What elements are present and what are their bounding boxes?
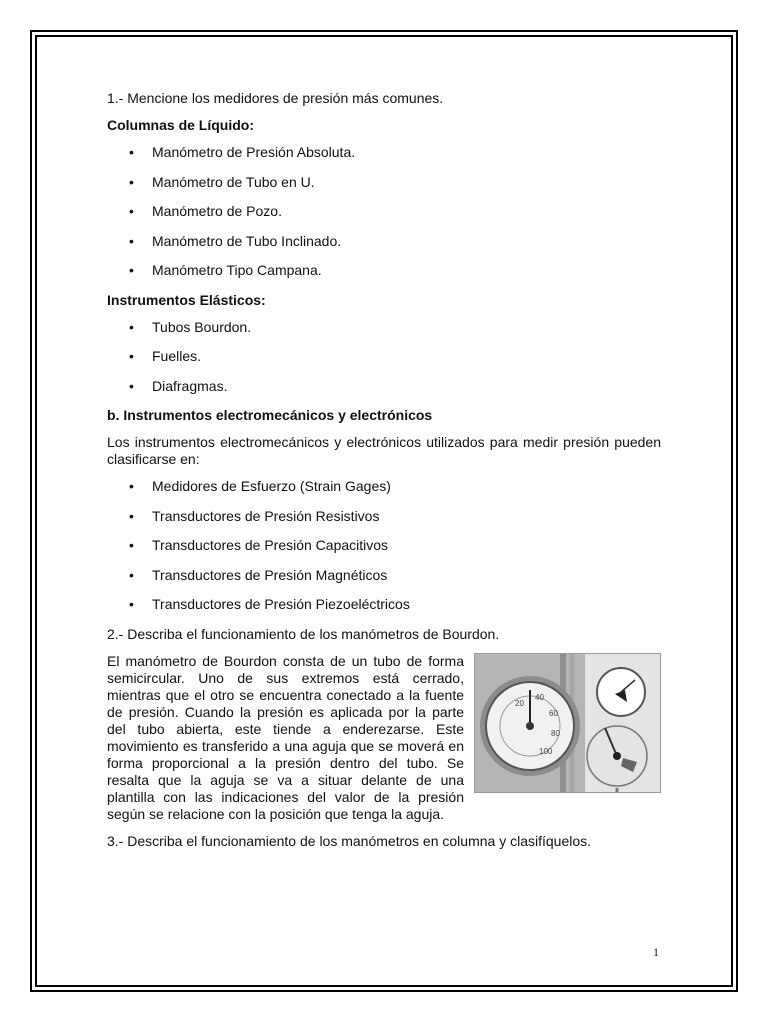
heading-elastic-instruments: Instrumentos Elásticos: [107,291,266,308]
list-item: • Transductores de Presión Capacitivos [107,537,661,554]
list-item: • Manómetro de Tubo Inclinado. [107,233,661,250]
bourdon-section [107,653,661,833]
electromechanical-intro: Los instrumentos electromecánicos y electrónicos utilizados para medir presión pueden clasificarse en: [107,434,661,467]
document-body [107,90,661,860]
list-elastic-instruments [107,319,661,395]
list-electromechanical [107,478,661,613]
list-item: • Transductores de Presión Piezoeléctricos [107,596,661,613]
list-item: • Manómetro de Pozo. [107,203,661,220]
svg-text:40: 40 [535,692,544,702]
list-item: • Fuelles. [107,348,661,365]
list-item: • Manómetro de Presión Absoluta. [107,144,661,161]
bourdon-gauge-image [474,653,661,793]
svg-text:20: 20 [515,698,524,708]
svg-text:100: 100 [539,746,553,756]
list-item: • Diafragmas. [107,378,661,395]
heading-electromechanical: b. Instrumentos electromecánicos y electrónicos [107,407,433,423]
question-2: 2.- Describa el funcionamiento de los manómetros de Bourdon. [107,625,500,642]
heading-liquid-columns: Columnas de Líquido: [107,117,254,133]
list-item: • Manómetro Tipo Campana. [107,262,661,279]
list-item: • Manómetro de Tubo en U. [107,174,661,191]
svg-text:80: 80 [551,728,560,738]
question-1: 1.- Mencione los medidores de presión más comunes. [107,90,444,106]
bourdon-description: El manómetro de Bourdon consta de un tubo de forma semicircular. Uno de sus extremos está cerrado, mientras que el otro se encuentra conectado a la fuente de presión. Cuando la presión es aplicada por la parte del tubo abierta, este tiende a enderezarse. Este movimiento es transferido a una aguja que se moverá en forma proporcional a la presión dentro del tubo. Se resalta que la aguja se va a situar delante de una plantilla con las indicaciones del valor de la presión según se relacione con la posición que tenga la aguja. [107,652,464,822]
list-item: • Tubos Bourdon. [107,319,661,336]
bourdon-gauge-illustration [475,654,660,792]
page-number: 1 [653,945,659,959]
list-item: • Transductores de Presión Resistivos [107,508,661,525]
list-liquid-columns [107,144,661,279]
svg-text:60: 60 [549,708,558,718]
list-item: • Transductores de Presión Magnéticos [107,567,661,584]
question-3: 3.- Describa el funcionamiento de los manómetros en columna y clasifíquelos. [107,832,592,849]
list-item: • Medidores de Esfuerzo (Strain Gages) [107,478,661,495]
